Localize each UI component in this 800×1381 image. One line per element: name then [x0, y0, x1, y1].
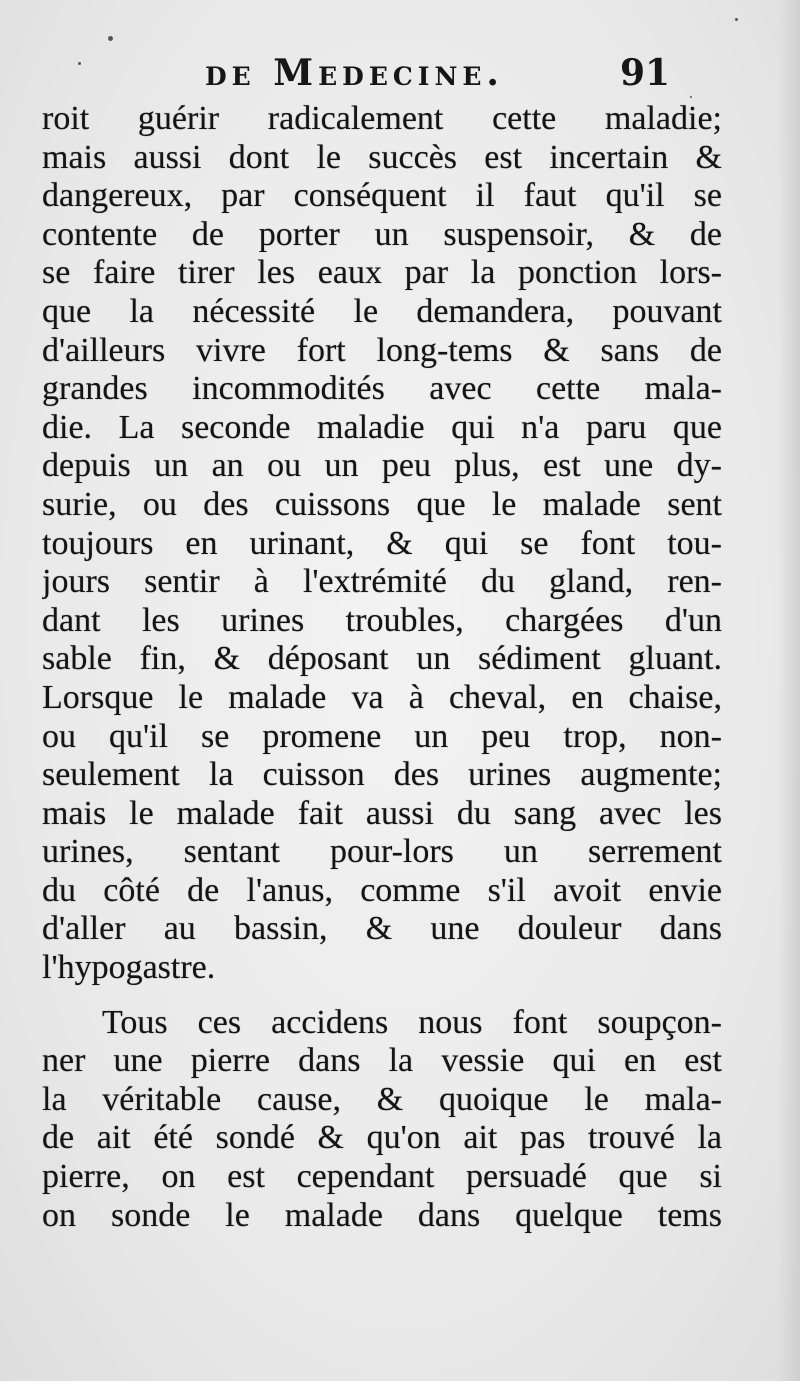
text-line: d'aller au bassin, & une douleur dans: [42, 910, 722, 948]
text-line: la véritable cause, & quoique le mala-: [42, 1080, 722, 1118]
text-line: l'hypogastre.: [42, 949, 216, 987]
text-line: die. La seconde maladie qui n'a paru que: [42, 408, 722, 446]
text-line: depuis un an ou un peu plus, est une dy-: [42, 447, 722, 485]
text-line: du côté de l'anus, comme s'il avoit envie: [42, 871, 722, 909]
text-line: dangereux, par conséquent il faut qu'il se: [42, 177, 722, 215]
text-line: contente de porter un suspensoir, & de: [42, 215, 722, 253]
text-line: ou qu'il se promene un peu trop, non-: [42, 717, 722, 755]
text-line: jours sentir à l'extrémité du gland, ren-: [42, 563, 722, 601]
text-line: surie, ou des cuissons que le malade sent: [42, 485, 722, 523]
paragraph-gap: [42, 988, 722, 1004]
body-text: [42, 100, 722, 1235]
text-line: mais aussi dont le succès est incertain &: [42, 138, 722, 176]
text-line: roit guérir radicalement cette maladie;: [42, 100, 722, 137]
page-number: 91: [620, 52, 671, 94]
paragraph: [42, 100, 722, 988]
text-line: seulement la cuisson des urines augmente;: [42, 756, 722, 794]
text-line: grandes incommodités avec cette mala-: [42, 370, 722, 408]
ink-speck: [735, 18, 738, 21]
text-line: Tous ces accidens nous font soupçon-: [102, 1003, 722, 1041]
text-line: dant les urines troubles, chargées d'un: [42, 601, 722, 639]
paragraph: [42, 1004, 722, 1236]
text-line: Lorsque le malade va à cheval, en chaise,: [42, 678, 722, 716]
page-header: [0, 52, 800, 102]
text-line: que la nécessité le demandera, pouvant: [42, 292, 722, 330]
text-line: toujours en urinant, & qui se font tou-: [42, 524, 722, 562]
text-line: urines, sentant pour-lors un serrement: [42, 833, 722, 871]
text-line: d'ailleurs vivre fort long-tems & sans de: [42, 331, 722, 369]
page-edge-shadow: [778, 0, 800, 1381]
running-title: de Medecine.: [205, 52, 504, 94]
ink-speck: [108, 36, 113, 41]
text-line: pierre, on est cependant persuadé que si: [42, 1158, 722, 1196]
text-line: se faire tirer les eaux par la ponction lors-: [42, 254, 722, 292]
text-line: sable fin, & déposant un sédiment gluant.: [42, 640, 722, 678]
text-line: de ait été sondé & qu'on ait pas trouvé la: [42, 1119, 722, 1157]
text-line: mais le malade fait aussi du sang avec les: [42, 794, 722, 832]
text-line: ner une pierre dans la vessie qui en est: [42, 1042, 722, 1080]
text-line: on sonde le malade dans quelque tems: [42, 1196, 722, 1234]
